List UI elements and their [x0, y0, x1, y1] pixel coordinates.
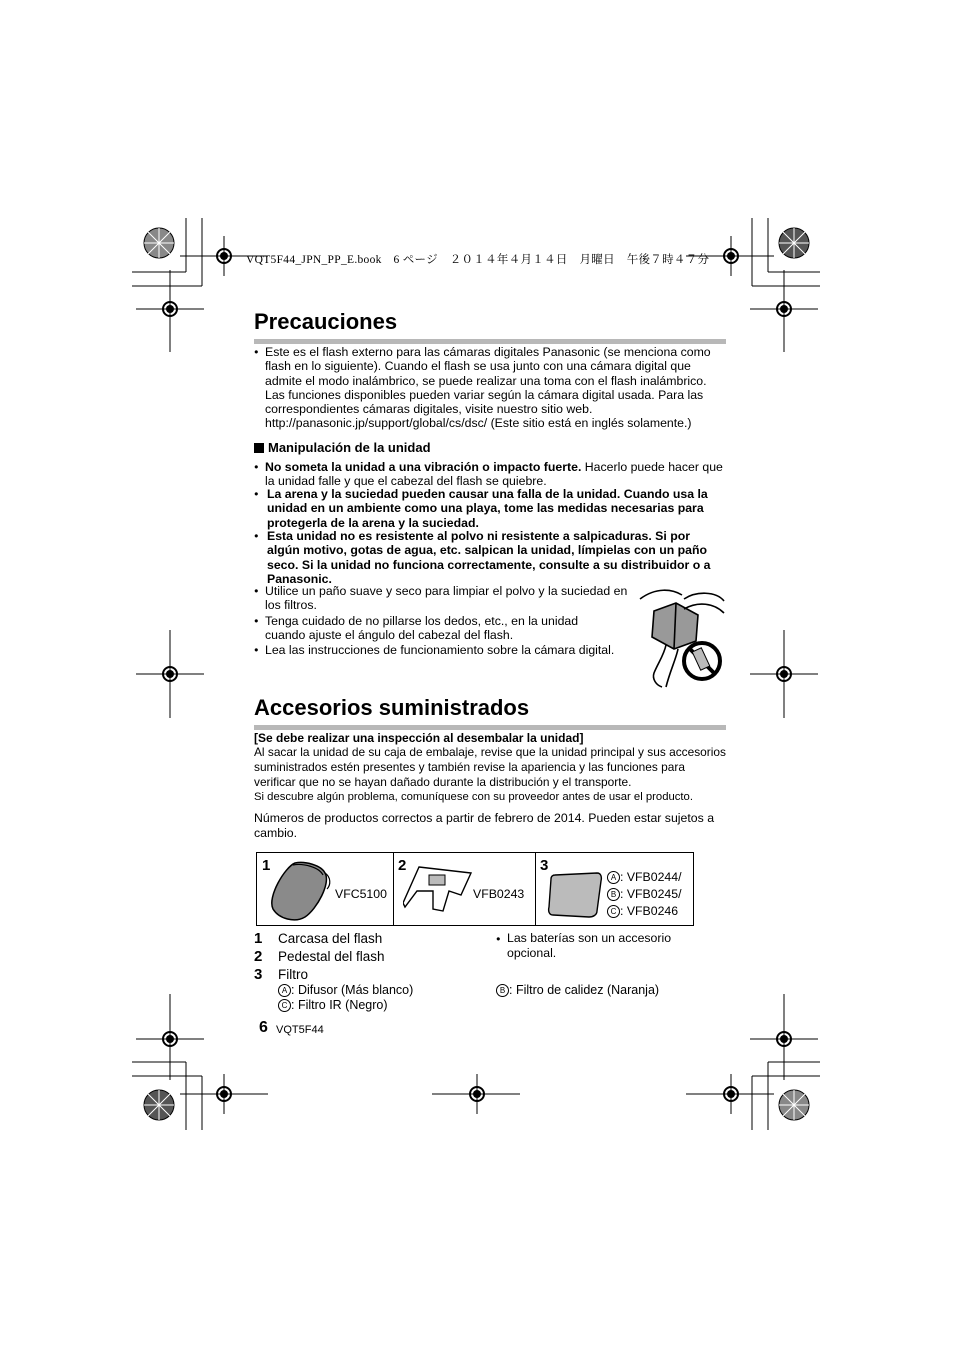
filter-code-c	[607, 903, 682, 920]
precaution-item: ● Tenga cuidado de no pillarse los dedos, etc., en la unidad cuando ajuste el ángulo del cabezal del flash.	[254, 614, 610, 643]
filter-code-b	[607, 886, 682, 903]
product-numbers-note: Números de productos correctos a partir de febrero de 2014. Pueden estar sujetos a cambio.	[254, 811, 715, 840]
cell-number: 3	[540, 857, 549, 874]
precaution-item: ● La arena y la suciedad pueden causar una falla de la unidad. Cuando usa la unidad en un ambiente como una playa, tome las medidas necesarias para protegerla de la arena y la suciedad.	[254, 487, 725, 530]
list-number: 1	[254, 930, 263, 947]
table-cell	[535, 853, 693, 925]
square-icon	[254, 443, 264, 453]
mark-b: B	[607, 888, 620, 901]
list-item-label: Carcasa del flash	[278, 931, 383, 946]
file-info-line: VQT5F44_JPN_PP_E.book 6 ページ ２０１４年４月１４日 月曜日 午後７時４７分	[246, 254, 710, 266]
mark-c: C	[607, 905, 620, 918]
filter-b-label	[496, 983, 659, 997]
flash-case-image	[265, 859, 335, 921]
filter-label-text: : Filtro de calidez (Naranja)	[509, 983, 660, 997]
precaution-item: ● Lea las instrucciones de funcionamiento sobre la cámara digital.	[254, 643, 650, 657]
subheading	[254, 440, 431, 455]
inspection-heading: [Se debe realizar una inspección al desembalar la unidad]	[254, 731, 584, 745]
filter-image	[547, 871, 603, 919]
code-text: : VFB0246	[620, 904, 679, 918]
code-text: : VFB0245/	[620, 887, 682, 901]
precaution-item-bold: No someta la unidad a una vibración o impacto fuerte.	[265, 460, 582, 474]
filter-label-text: : Filtro IR (Negro)	[291, 998, 388, 1012]
mark-a: A	[278, 984, 291, 997]
mark-a: A	[607, 871, 620, 884]
inspection-text-2: Si descubre algún problema, comuníquese con su proveedor antes de usar el producto.	[254, 791, 693, 803]
inspection-text: Al sacar la unidad de su caja de embalaje, revise que la unidad principal y sus accesorios suministrados estén presentes y también revise la apariencia y las funciones para verificar que no se hayan dañado durante la distribución y el transporte.	[254, 745, 726, 789]
filter-label-text: : Difusor (Más blanco)	[291, 983, 414, 997]
section-rule	[254, 339, 726, 344]
table-cell	[393, 853, 536, 925]
section-rule	[254, 725, 726, 730]
page-number: 6	[259, 1019, 268, 1036]
intro-bullet: ● Este es el flash externo para las cámaras digitales Panasonic (se menciona como flash en lo siguiente). Cuando el flash se usa junto con una cámara digital que admite el modo inalámbrico, se puede realizar una toma con el flash inalámbrico. Las funciones disponibles pueden variar según la cámara digital usada. Para las correspondientes cámaras digitales, visite nuestro sitio web. http://panasonic.jp/support/global/cs/dsc/ (Este sitio está en inglés solamente.)	[254, 345, 727, 431]
mark-b: B	[496, 984, 509, 997]
product-code: VFB0243	[473, 887, 525, 901]
precaution-item	[254, 460, 733, 489]
table-cell	[257, 853, 394, 925]
list-number: 3	[254, 966, 263, 983]
precaution-item: ● Utilice un paño suave y seco para limpiar el polvo y la suciedad en los filtros.	[254, 584, 640, 613]
list-item-label: Filtro	[278, 967, 308, 982]
product-code: VFC5100	[335, 887, 387, 901]
filter-code-a	[607, 869, 682, 886]
accessories-table	[256, 852, 694, 926]
accesorios-title: Accesorios suministrados	[254, 695, 530, 720]
list-item-label: Pedestal del flash	[278, 949, 385, 964]
mark-c: C	[278, 999, 291, 1012]
code-text: : VFB0244/	[620, 870, 682, 884]
precaution-item-rest: Hacerlo puede hacer que la unidad falle y que el cabezal del flash se quiebre.	[265, 460, 723, 489]
flash-handling-illustration	[636, 585, 728, 689]
filter-c-label	[278, 998, 388, 1012]
filter-codes	[607, 869, 682, 920]
cell-number: 1	[262, 857, 271, 874]
flash-stand-image	[403, 863, 475, 921]
list-number: 2	[254, 948, 263, 965]
subheading-text: Manipulación de la unidad	[268, 440, 431, 455]
precaution-item: ● Esta unidad no es resistente al polvo ni resistente a salpicaduras. Si por algún motivo, gotas de agua, etc. salpican la unidad, límpielas con un paño seco. Si la unidad no funciona correctamente, consulte a su distribuidor o a Panasonic.	[254, 529, 725, 586]
document-code: VQT5F44	[276, 1024, 324, 1036]
precauciones-title: Precauciones	[254, 309, 398, 334]
battery-note: ● Las baterías son un accesorio opcional.	[496, 931, 707, 961]
filter-a-label	[278, 983, 413, 997]
cell-number: 2	[398, 857, 407, 874]
